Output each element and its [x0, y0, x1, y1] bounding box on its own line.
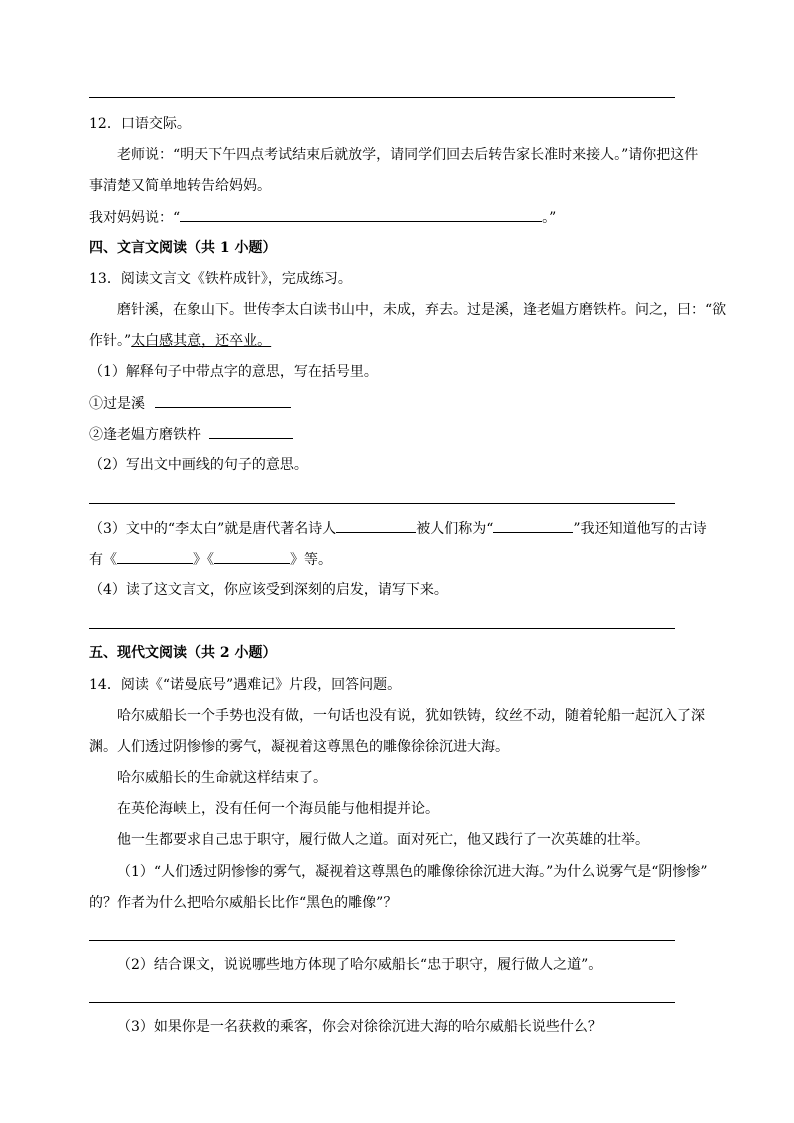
q13-sub3-blank-poet[interactable] [336, 518, 416, 533]
q13-sub4-answer-line[interactable] [89, 628, 675, 629]
q13-sub1-item2 [89, 424, 293, 445]
q13-sub4: （4）读了这文言文，你应该受到深刻的启发，请写下来。 [89, 582, 448, 598]
q13-sub3-c: ”我还知道他写的古诗 [573, 521, 707, 537]
q14-sub1-line2: 的？作者为什么把哈尔威船长比作“黑色的雕像”？ [89, 895, 398, 911]
q12-answer-line [89, 207, 556, 228]
q13-sub3-line2-c: 》等。 [290, 552, 332, 568]
q14-sub3: （3）如果你是一名获救的乘客，你会对徐徐沉进大海的哈尔威船长说些什么？ [117, 1019, 602, 1035]
q13-sub2: （2）写出文中画线的句子的意思。 [89, 457, 308, 473]
section4-title: 四、文言文阅读（共 1 小题） [89, 240, 277, 256]
q13-sub3-line1 [89, 518, 707, 539]
q14-p3: 在英伦海峡上，没有任何一个海员能与他相提并论。 [117, 801, 439, 817]
q13-sub1-item2-label: ②逢老媪方磨铁杵 [89, 427, 201, 443]
q13-sub3-a: （3）文中的“李太白”就是唐代著名诗人 [89, 521, 337, 537]
q14-sub1-answer-line[interactable] [89, 940, 675, 941]
q13-sub1-item1-label: ①过是溪 [89, 396, 145, 412]
q13-sub3-b: 被人们称为“ [416, 521, 494, 537]
q13-sub3-line2 [89, 549, 332, 570]
q12-answer-prefix: 我对妈妈说：“ [89, 210, 181, 226]
q13-text-line1: 磨针溪，在象山下。世传李太白读书山中，未成，弃去。过是溪，逢老媪方磨铁杵。问之，曰：“欲 [117, 302, 727, 318]
q13-sub3-line2-a: 有《 [89, 552, 117, 568]
q14-p4: 他一生都要求自己忠于职守，履行做人之道。面对死亡，他又践行了一次英雄的壮举。 [117, 832, 649, 848]
q12-answer-blank[interactable] [180, 207, 542, 222]
answer-line [89, 97, 675, 98]
section5-title: 五、现代文阅读（共 2 小题） [89, 645, 277, 661]
q14-sub1-line1: （1）“人们透过阴惨惨的雾气，凝视着这尊黑色的雕像徐徐沉进大海。”为什么说雾气是“阴惨惨” [117, 864, 708, 880]
q13-title: 13．阅读文言文《铁杵成针》，完成练习。 [89, 271, 352, 287]
q14-title: 14．阅读《“诺曼底号”遇难记》片段，回答问题。 [89, 677, 402, 693]
q13-underlined-sentence: 太白感其意，还卒业。 [131, 333, 272, 349]
q13-sub3-blank-title[interactable] [493, 518, 573, 533]
q12-teacher-line2: 事清楚又简单地转告给妈妈。 [89, 178, 271, 194]
q12-teacher-line1: 老师说：“明天下午四点考试结束后就放学，请同学们回去后转告家长准时来接人。”请你把这件 [117, 147, 699, 163]
q12-answer-suffix: 。” [542, 210, 557, 226]
q13-sub1-item2-blank[interactable] [209, 424, 293, 439]
q14-p1-line1: 哈尔威船长一个手势也没有做，一句话也没有说，犹如铁铸，纹丝不动，随着轮船一起沉入了深 [117, 708, 705, 724]
q14-sub2-answer-line[interactable] [89, 1002, 675, 1003]
q13-sub1: （1）解释句子中带点字的意思，写在括号里。 [89, 364, 378, 380]
q14-p1-line2: 渊。人们透过阴惨惨的雾气，凝视着这尊黑色的雕像徐徐沉进大海。 [89, 739, 509, 755]
q13-sub3-blank-poem1[interactable] [117, 549, 193, 564]
q14-sub2: （2）结合课文，说说哪些地方体现了哈尔威船长“忠于职守，履行做人之道”。 [117, 957, 603, 973]
q13-text-line2 [89, 331, 271, 351]
q13-sub1-item1-blank[interactable] [155, 393, 291, 408]
q13-sub2-answer-line[interactable] [89, 503, 675, 504]
q12-title: 12．口语交际。 [89, 116, 191, 132]
q14-p2: 哈尔威船长的生命就这样结束了。 [117, 770, 327, 786]
q13-sub3-line2-b: 》《 [193, 552, 214, 568]
q13-sub1-item1 [89, 393, 291, 414]
q13-text-line2-a: 作针。” [89, 333, 132, 349]
q13-sub3-blank-poem2[interactable] [214, 549, 290, 564]
